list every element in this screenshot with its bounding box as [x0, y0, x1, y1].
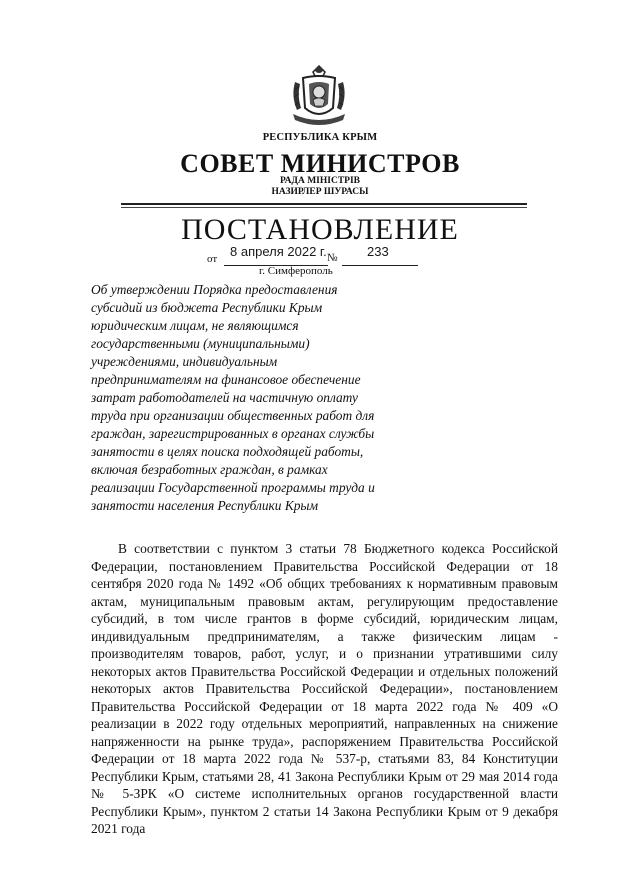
decree-city: г. Симферополь: [259, 265, 333, 277]
decree-date-number-row: [207, 244, 437, 266]
council-name-translations: [0, 176, 640, 198]
decree-number: 233: [367, 244, 389, 259]
number-underline: [342, 265, 418, 266]
header-divider: [121, 203, 527, 205]
decree-date: 8 апреля 2022 г.: [230, 244, 327, 259]
republic-name: РЕСПУБЛИКА КРЫМ: [262, 132, 378, 143]
coat-of-arms-icon: [287, 64, 351, 130]
decree-title: Об утверждении Порядка предоставления субсидий из бюджета Республики Крым юридическим лицам, не являющимся государственными (муниципальными) учреждениями, индивидуальным предпринимателям на финансовое обеспечение затрат работодателей на частичную оплату труда при организации общественных работ для граждан, зарегистрированных в органах службы занятости в целях поиска подходящей работы, включая безработных граждан, в рамках реализации Государственной программы труда и занятости населения Республики Крым: [91, 282, 375, 513]
date-prefix: от: [207, 253, 218, 265]
council-name-crimean-tatar: НАЗИРЛЕР ШУРАСЫ: [271, 187, 369, 197]
number-label: №: [327, 252, 338, 264]
document-type-heading: ПОСТАНОВЛЕНИЕ: [181, 213, 459, 246]
council-name: СОВЕТ МИНИСТРОВ: [180, 149, 460, 178]
header-divider-thin: [121, 207, 527, 208]
decree-body-paragraph: В соответствии с пунктом 3 статьи 78 Бюджетного кодекса Российской Федерации, постановлением Правительства Российской Федерации от 18 сентября 2020 года № 1492 «Об общих требованиях к нормативным правовым актам, муниципальным правовым актам, регулирующим предоставление субсидий, в том числе грантов в форме субсидий, юридическим лицам, индивидуальным предпринимателям, а также физическим лицам - производителям товаров, работ, услуг, и о признании утратившими силу некоторых актов Правительства Российской Федерации и отдельных положений некоторых актов Правительства Российской Федерации», постановлением Правительства Российской Федерации от 18 марта 2022 года № 409 «О реализации в 2022 году отдельных мероприятий, направленных на снижение напряженности на рынке труда», распоряжением Правительства Российской Федерации от 18 марта 2022 года № 537-р, статьями 83, 84 Конституции Республики Крым, статьями 28, 41 Закона Республики Крым от 29 мая 2014 года № 5-ЗРК «О системе исполнительных органов государственной власти Республики Крым», пунктом 2 статьи 14 Закона Республики Крым от 9 декабря 2021 года: [91, 541, 558, 836]
council-name-ukrainian: РАДА МІНІСТРІВ: [279, 176, 360, 186]
